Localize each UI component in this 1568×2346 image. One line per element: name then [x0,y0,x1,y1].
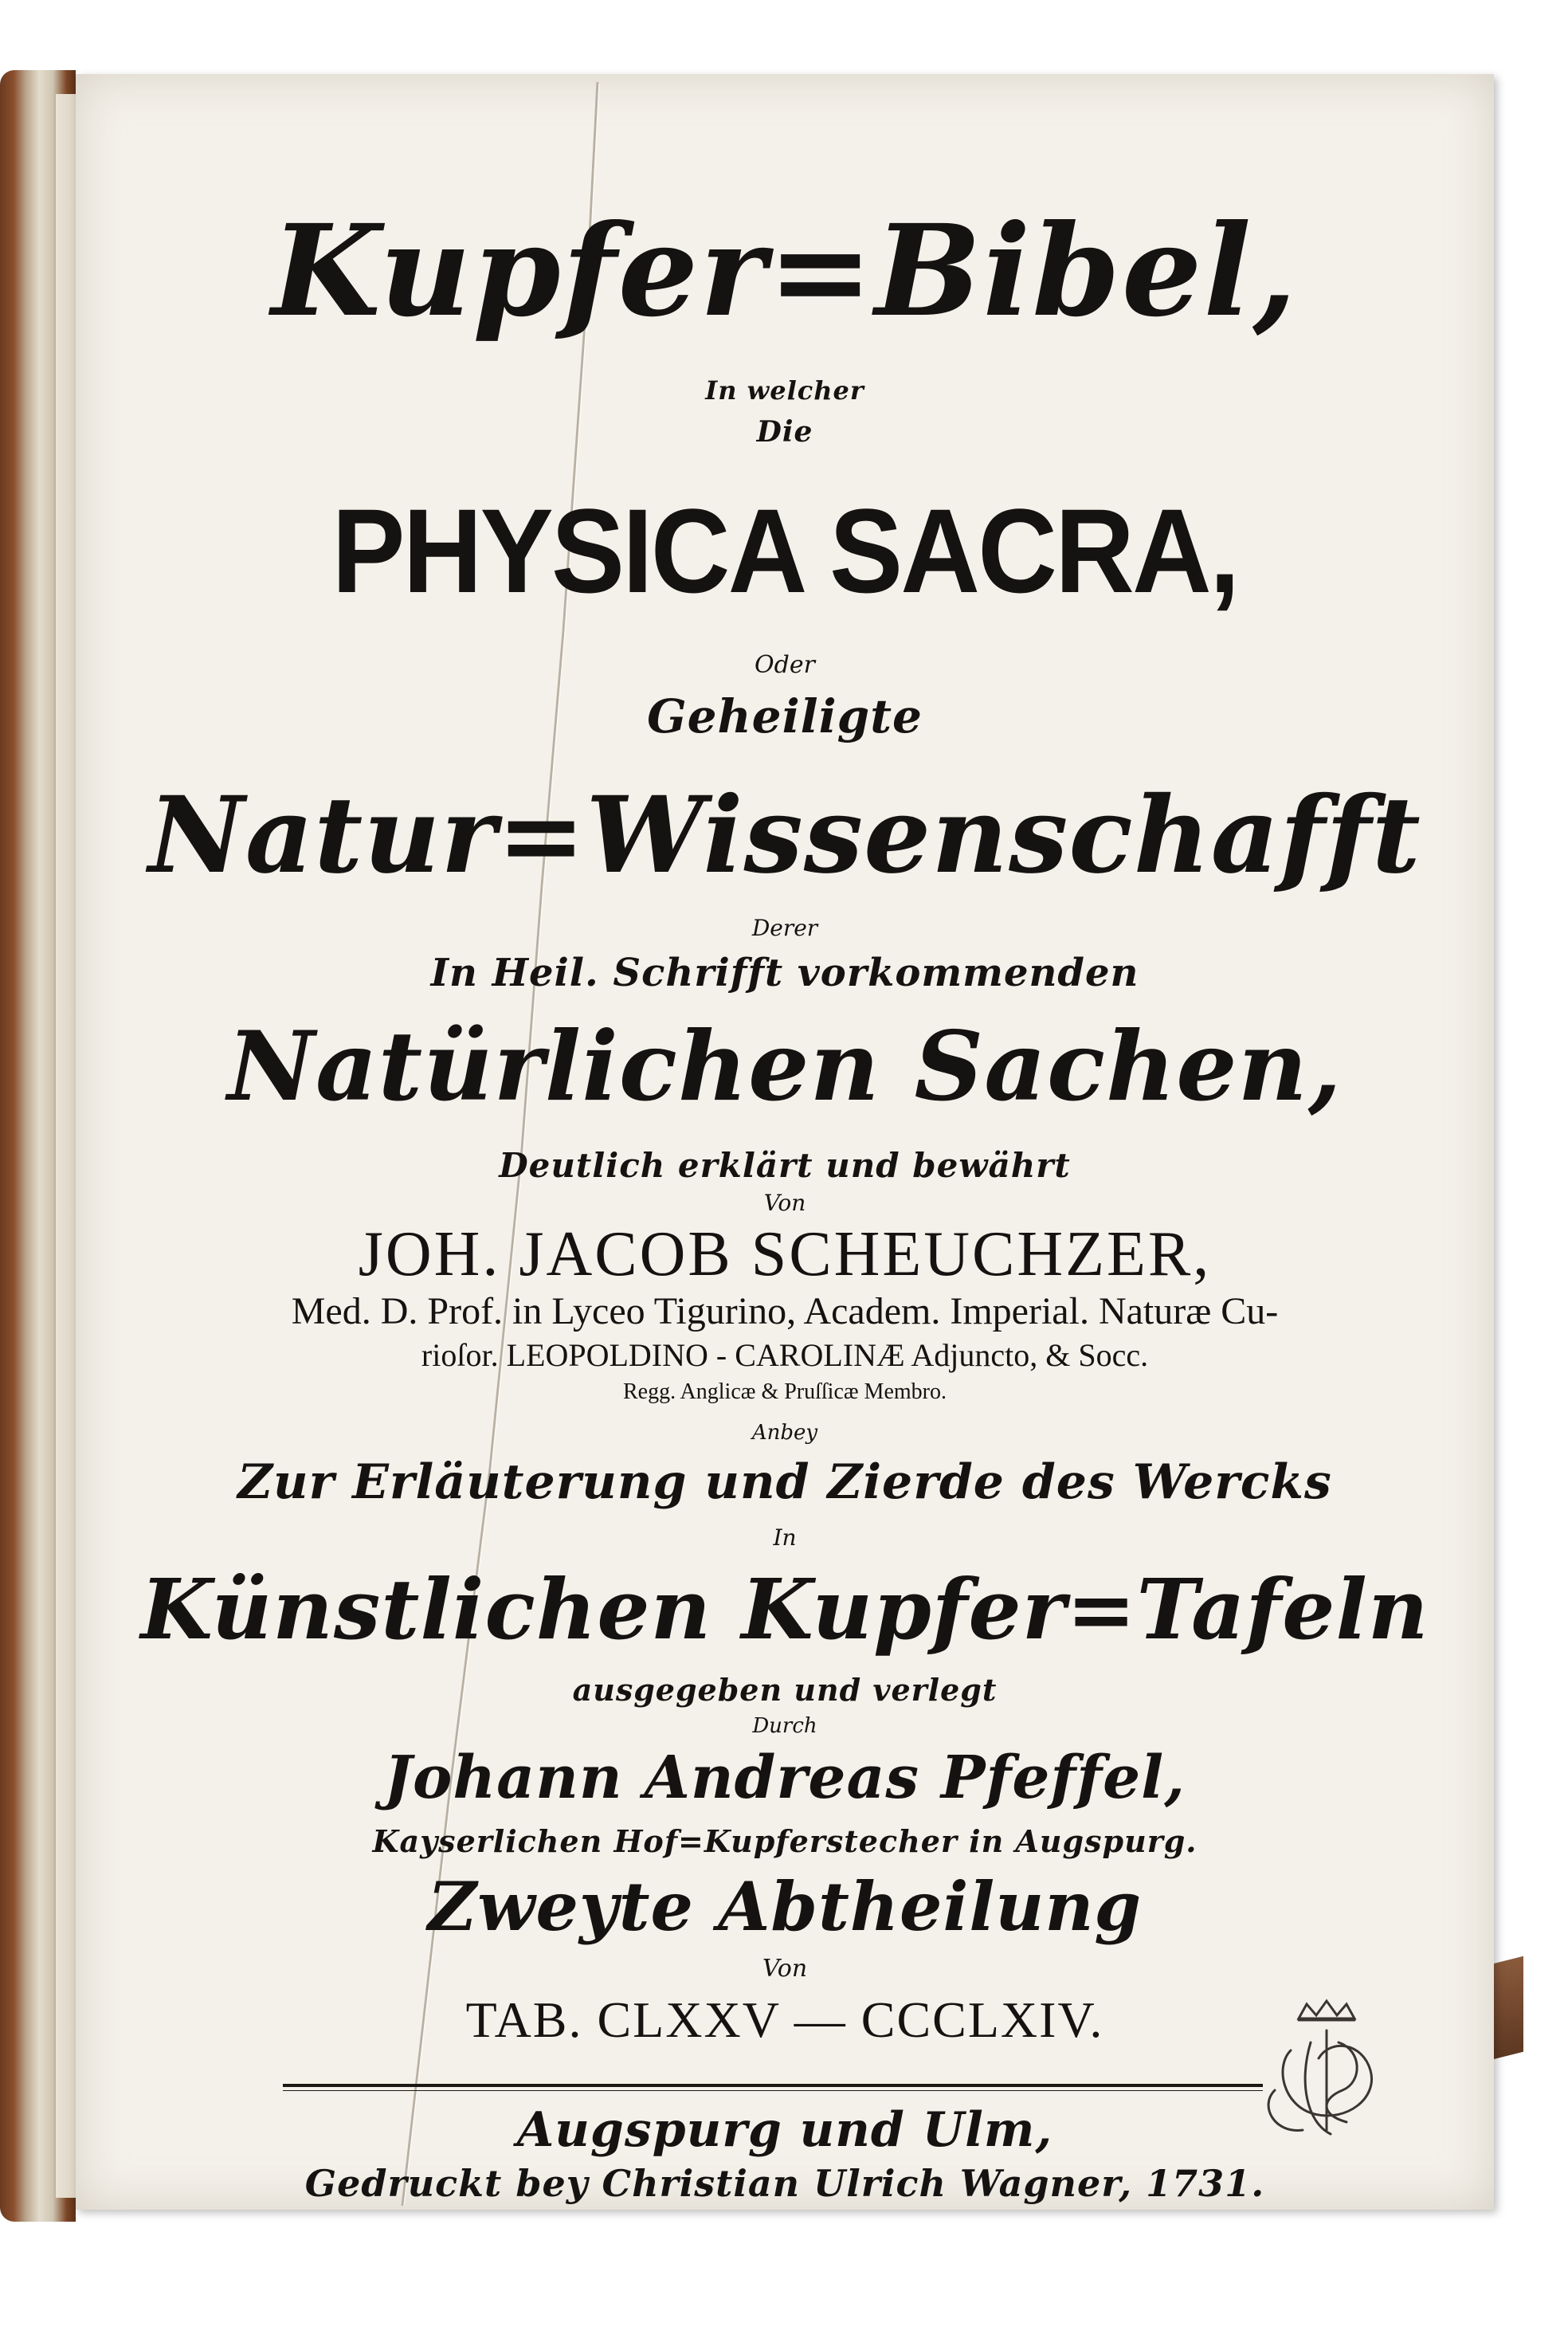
zweyte-abtheilung-heading: Zweyte Abtheilung [427,1867,1143,1946]
deutlich-line: Deutlich erklärt und bewährt [499,1146,1071,1185]
imprint-rule [283,2084,1263,2087]
rear-board-edge [1490,1956,1523,2060]
in-welcher-line: In welcher [705,375,864,406]
engraver-title: Kayserlichen Hof=Kupferstecher in Augspurg. [372,1823,1198,1859]
physica-sacra-heading: PHYSICA SACRA, [331,484,1238,618]
in-line: In [773,1524,797,1551]
engraver-name: Johann Andreas Pfeffel, [383,1744,1186,1812]
zur-erlauterung-line: Zur Erläuterung und Zierde des Wercks [237,1454,1332,1510]
kunstlichen-kupfer-tafeln-heading: Künstlichen Kupfer=Tafeln [140,1560,1429,1658]
geheiligte-line: Geheiligte [647,689,923,743]
von-line-2: Von [762,1955,808,1983]
natur-wissenschafft-heading: Natur=Wissenschafft [148,774,1421,897]
von-line-1: Von [763,1190,806,1216]
plate-range: TAB. CLXXV — CCCLXIV. [465,1991,1104,2048]
derer-line: Derer [751,915,818,941]
naturlichen-sachen-heading: Natürlichen Sachen, [227,1010,1343,1123]
title-page-text [76,74,1494,2210]
ausgegeben-line: ausgegeben und verlegt [572,1672,998,1708]
imprint-place: Augspurg und Ulm, [516,2102,1053,2158]
durch-line: Durch [752,1714,817,1738]
imprint-printer: Gedruckt bey Christian Ulrich Wagner, 1731. [304,2162,1265,2205]
heil-schrifft-line: In Heil. Schrifft vorkommenden [430,951,1139,995]
monogram-stamp-icon [1243,1995,1410,2154]
imprint-rule-thin [283,2090,1263,2091]
die-line: Die [756,415,813,449]
author-credentials-line-1: Med. D. Prof. in Lyceo Tigurino, Academ. Imperial. Naturæ Cu- [291,1290,1279,1332]
author-name: JOH. JACOB SCHEUCHZER, [358,1219,1212,1289]
oder-line: Oder [755,651,815,679]
author-credentials-line-3: Regg. Anglicæ & Pruſſicæ Membro. [623,1379,947,1404]
author-credentials-line-2: rioſor. LEOPOLDINO - CAROLINÆ Adjuncto, & Socc. [421,1337,1149,1373]
title-page [76,74,1494,2210]
main-title: Kupfer=Bibel, [271,198,1299,345]
anbey-line: Anbey [751,1421,818,1445]
